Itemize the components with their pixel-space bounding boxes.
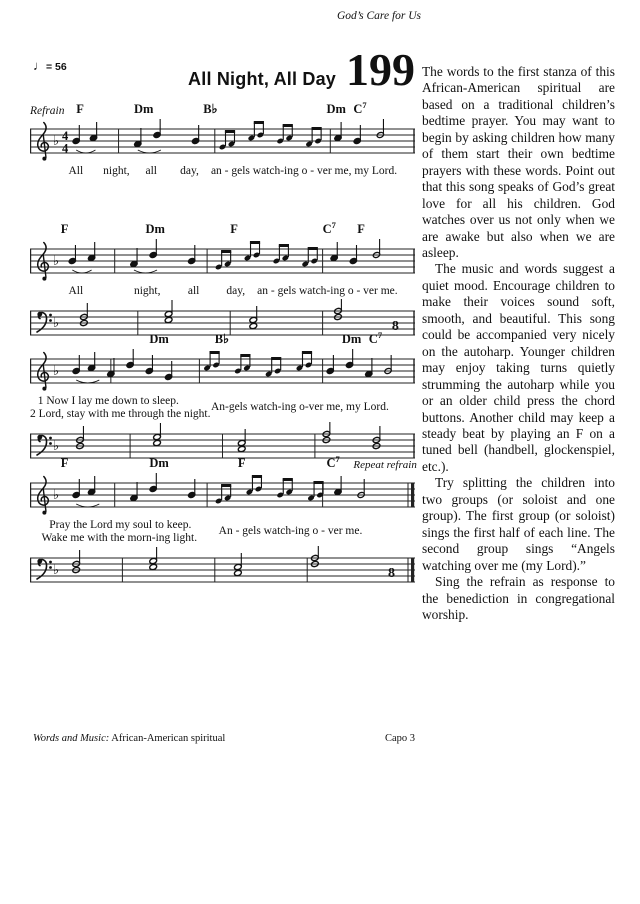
- system-refrain-2: [30, 219, 415, 347]
- verse-line: Pray the Lord my soul to keep.: [49, 519, 192, 531]
- verse-lyrics: [30, 395, 415, 422]
- credits-value: African-American spiritual: [111, 733, 226, 744]
- song-title: All Night, All Day: [188, 69, 336, 89]
- svg-text:♭: ♭: [53, 487, 60, 502]
- commentary-column: [422, 64, 615, 623]
- svg-text:♭: ♭: [53, 438, 60, 453]
- svg-text:4: 4: [62, 129, 69, 143]
- repeat-refrain-label: Repeat refrain: [353, 459, 417, 471]
- chord: B♭: [203, 102, 218, 116]
- lyric: an - gels watch-ing o - ver me.: [257, 285, 398, 297]
- lyric-continuation: An-gels watch-ing o-ver me, my Lord.: [210, 401, 389, 413]
- tempo-value: = 56: [46, 61, 67, 73]
- lyric: All: [68, 285, 84, 297]
- chord: $C^7$: [326, 453, 340, 470]
- quarter-note-icon: ♩: [33, 58, 46, 73]
- treble-staff: [30, 471, 415, 519]
- svg-text:8: 8: [388, 566, 396, 581]
- chord: Dm: [326, 102, 346, 116]
- lyric: day,: [180, 165, 199, 177]
- chord: Dm: [341, 332, 362, 346]
- commentary-paragraph: Sing the refrain as response to the benediction in congregational worship.: [422, 574, 615, 622]
- lyric: all: [187, 285, 200, 297]
- chord-row: [30, 99, 415, 117]
- lyric: night,: [133, 285, 161, 297]
- title-row: [30, 44, 415, 95]
- chord-row: [30, 219, 415, 237]
- chord-row: [30, 453, 417, 471]
- system-refrain-1: [30, 99, 415, 179]
- lyrics-line: [30, 165, 415, 179]
- treble-staff: [30, 347, 415, 395]
- svg-text:8: 8: [391, 319, 399, 334]
- chord: Dm: [133, 102, 154, 116]
- treble-staff: [30, 237, 415, 285]
- chord: F: [60, 456, 69, 470]
- svg-text:♭: ♭: [53, 253, 60, 268]
- chord-row: [30, 329, 415, 347]
- verse-line: 2 Lord, stay with me through the night.: [30, 408, 211, 420]
- chord: F: [357, 222, 365, 236]
- svg-text:♭: ♭: [53, 133, 60, 148]
- chord: $C^7$: [368, 329, 383, 346]
- verse-lyrics: [30, 519, 415, 546]
- lyrics-line: [30, 285, 415, 299]
- verse-line: 1 Now I lay me down to sleep.: [37, 395, 179, 407]
- chord: B♭: [214, 332, 230, 346]
- chord: F: [237, 456, 246, 470]
- lyric: day,: [226, 285, 246, 297]
- chord: Dm: [149, 456, 169, 470]
- svg-text:♭: ♭: [53, 315, 60, 330]
- chord: F: [76, 102, 84, 116]
- verse-line: Wake me with the morn-ing light.: [41, 532, 198, 544]
- lyric: an - gels watch-ing o - ver me, my Lord.: [210, 165, 398, 177]
- credits-label: Words and Music:: [33, 733, 110, 744]
- commentary-paragraph: The music and words suggest a quiet mood. Encourage children to make their voices sound soft, smooth, and beautiful. This song could be accompanied very nicely on the autoharp. Younger children may enjoy taking turns quietly strumming the autoharp while you or an older child press the chord buttons. Another child may keep a steady beat by playing an F on a tuned bell (handbell, glockenspiel, etc.).: [422, 261, 615, 474]
- svg-text:4: 4: [62, 141, 69, 156]
- song-number: 199: [346, 44, 415, 95]
- capo-note: Capo 3: [384, 733, 415, 744]
- chord: $C^7$: [353, 99, 367, 116]
- commentary-paragraph: The words to the first stanza of this African-American spiritual are based on a traditional children’s bedtime prayer. You may want to begin by asking children how many of them start their own bedtime prayers with these words. Point out that this song speaks of God’s great love for all his children. God watches over us not only when we are awake but also when we are asleep.: [422, 64, 615, 260]
- lyric-continuation: An - gels watch-ing o - ver me.: [218, 525, 363, 537]
- chord: Dm: [145, 222, 165, 236]
- svg-text:♭: ♭: [53, 363, 60, 378]
- chord: F: [60, 222, 69, 236]
- chord: Dm: [149, 332, 169, 346]
- chord: F: [230, 222, 238, 236]
- system-verse-1: [30, 329, 415, 470]
- svg-text:♭: ♭: [53, 562, 60, 577]
- bass-staff: [30, 546, 415, 594]
- running-header: God’s Care for Us: [337, 10, 422, 22]
- lyric: All: [68, 165, 84, 177]
- chord: $C^7$: [322, 219, 336, 236]
- refrain-label: Refrain: [30, 105, 65, 117]
- treble-staff: [30, 117, 415, 165]
- lyric: all: [145, 165, 157, 177]
- lyric: night,: [103, 165, 130, 177]
- commentary-paragraph: Try splitting the children into two groups (or soloist and one group). The first group (or soloist) sings the first half of each line. The second group sings “Angels watching over me (my Lord).”: [422, 475, 615, 573]
- system-verse-2: [30, 453, 417, 594]
